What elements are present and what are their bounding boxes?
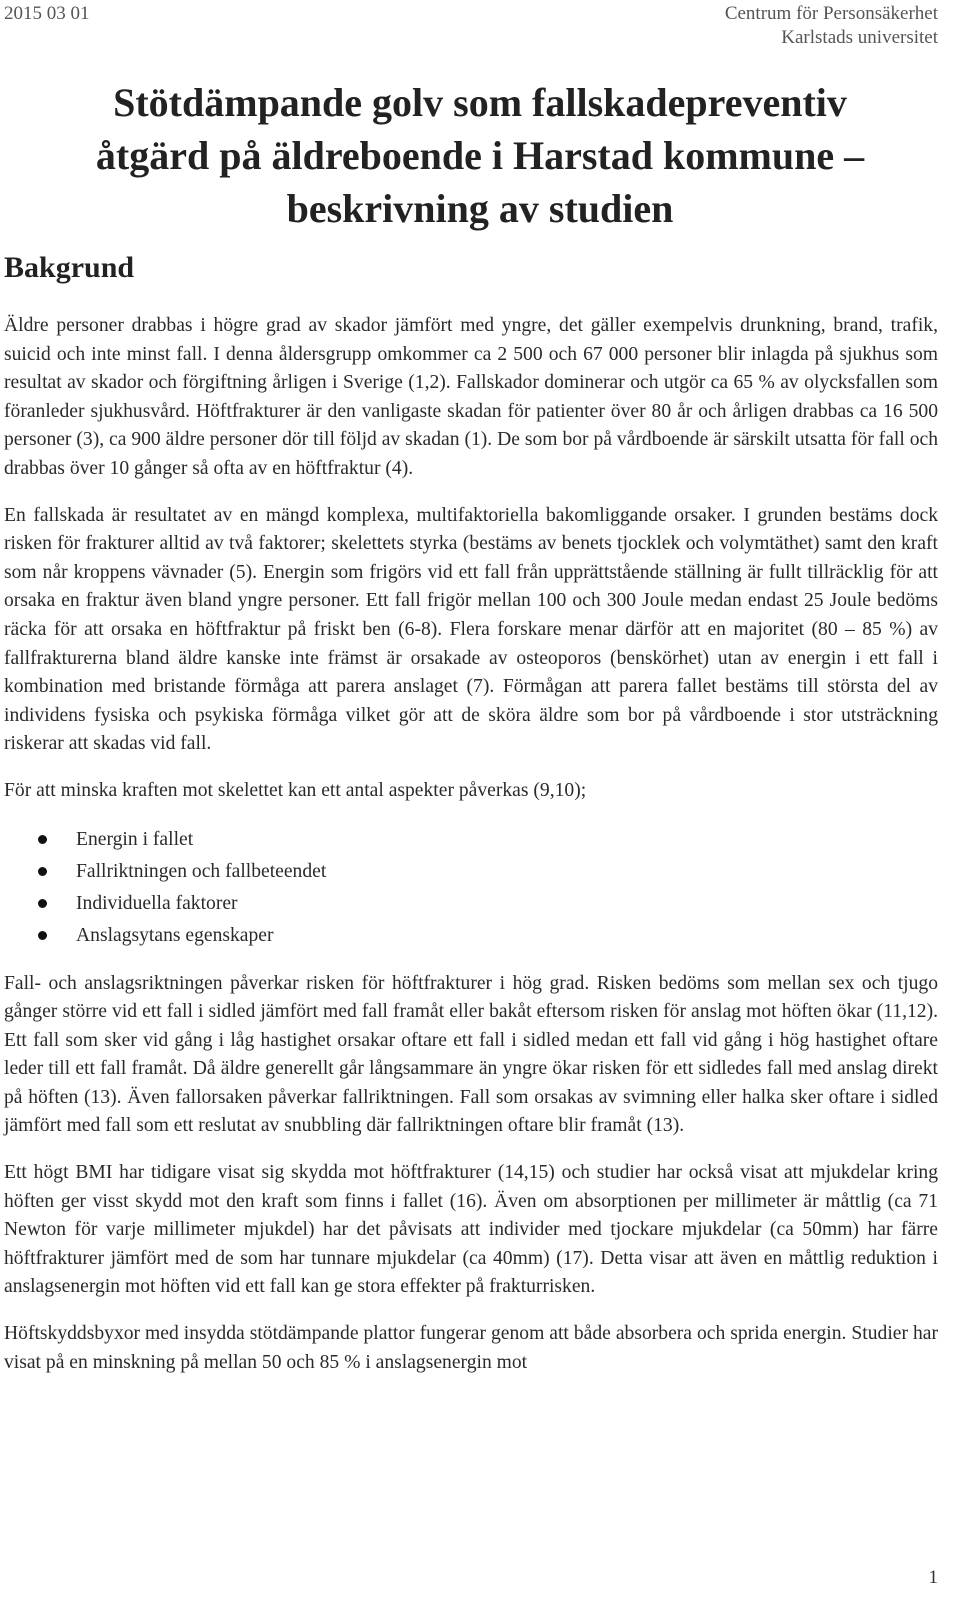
paragraph: Höftskyddsbyxor med insydda stötdämpande plattor fungerar genom att både absorbera och sprida energin. Studier har visat på en minskning på mellan 50 och 85 % i anslagsenergin mot [4,1323,938,1373]
paragraph: För att minska kraften mot skelettet kan ett antal aspekter påverkas (9,10); [4,779,587,801]
list-item-text: Individuella faktorer [76,892,238,914]
title-line-3: beskrivning av studien [286,186,674,231]
document-title [0,76,960,235]
paragraph: Fall- och anslagsriktningen påverkar risken för höftfrakturer i hög grad. Risken bedöms som mellan sex och tjugo gånger större vid ett fall i sidled jämfört med fall framåt eller bakåt eftersom risken för anslag mot höften ökar (11,12). Ett fall som sker vid gång i låg hastighet orsakar oftare ett fall i sidled medan ett fall vid gång i hög hastighet oftare leder till ett fall framåt. Då äldre generellt går långsammare än yngre ökar risken för ett sidledes fall med anslag direkt på höften (13). Även fallorsaken påverkar fallriktningen. Fall som orsakas av svimning eller halka sker oftare i sidled jämfört med fall som ett reslutat av snubbling där fallriktningen oftare blir framåt (13). [4,972,938,1137]
bullet-icon [38,931,47,940]
body-text [4,312,938,1395]
list-item [76,888,938,920]
bullet-list [4,824,938,952]
list-item-text: Energin i fallet [76,828,194,850]
page-number: 1 [928,1567,938,1588]
header-org-line2: Karlstads universitet [781,27,938,48]
header-org-line1: Centrum för Personsäkerhet [724,3,938,24]
paragraph: En fallskada är resultatet av en mängd komplexa, multifaktoriella bakomliggande orsaker. I grunden bestäms dock risken för frakturer alltid av två faktorer; skelettets styrka (bestäms av benets tjocklek och volymtäthet) samt den kraft som når kroppens vävnader (5). Energin som frigörs vid ett fall från upprättstående ställning är fullt tillräcklig för att orsaka en fraktur även bland yngre personer. Ett fall frigör mellan 100 och 300 Joule medan endast 25 Joule bedöms räcka för att orsaka en höftfraktur på friskt ben (6-8). Flera forskare menar därför att en majoritet (80 – 85 %) av fallfrakturerna bland äldre kanske inte främst är orsakade av osteoporos (benskörhet) utan av energin i ett fall i kombination med bristande förmåga att parera anslaget (7). Förmågan att parera fallet bestäms till största del av individens fysiska och psykiska förmåga vilket gör att de sköra äldre som bor på vårdboende i stor utsträckning riskerar att skadas vid fall. [4,504,938,755]
bullet-icon [38,899,47,908]
paragraph: Ett högt BMI har tidigare visat sig skydda mot höftfrakturer (14,15) och studier har också visat att mjukdelar kring höften ger visst skydd mot den kraft som finns i fallet (16). Även om absorptionen per millimeter är måttlig (ca 71 Newton för varje millimeter mjukdel) har det påvisats att individer med tjockare mjukdelar (ca 50mm) har färre höftfrakturer jämfört med de som har tunnare mjukdelar (ca 40mm) (17). Detta visar att även en måttlig reduktion i anslagsenergin mot höften vid ett fall kan ge stora effekter på frakturrisken. [4,1162,938,1298]
title-line-1: Stötdämpande golv som fallskadepreventiv [113,80,847,125]
list-item [76,920,938,952]
bullet-icon [38,835,47,844]
bullet-icon [38,867,47,876]
section-heading-bakgrund: Bakgrund [4,251,135,284]
list-item-text: Anslagsytans egenskaper [76,924,274,946]
list-item [76,824,938,856]
title-line-2: åtgärd på äldreboende i Harstad kommune – [95,133,865,178]
header-date: 2015 03 01 [4,3,90,24]
header-organization [725,2,938,50]
paragraph: Äldre personer drabbas i högre grad av skador jämfört med yngre, det gäller exempelvis drunkning, brand, trafik, suicid och inte minst fall. I denna åldersgrupp omkommer ca 2 500 och 67 000 personer blir inlagda på sjukhus som resultat av skador och förgiftning årligen i Sverige (1,2). Fallskador dominerar och utgör ca 65 % av olycksfallen som föranleder sjukhusvård. Höftfrakturer är den vanligaste skadan för patienter över 80 år och årligen drabbas ca 16 500 personer (3), ca 900 äldre personer dör till följd av skadan (1). De som bor på vårdboende är särskilt utsatta för fall och drabbas över 10 gånger så ofta av en höftfraktur (4). [4,315,938,479]
list-item-text: Fallriktningen och fallbeteendet [76,860,327,882]
list-item [76,856,938,888]
page-header [0,0,960,56]
